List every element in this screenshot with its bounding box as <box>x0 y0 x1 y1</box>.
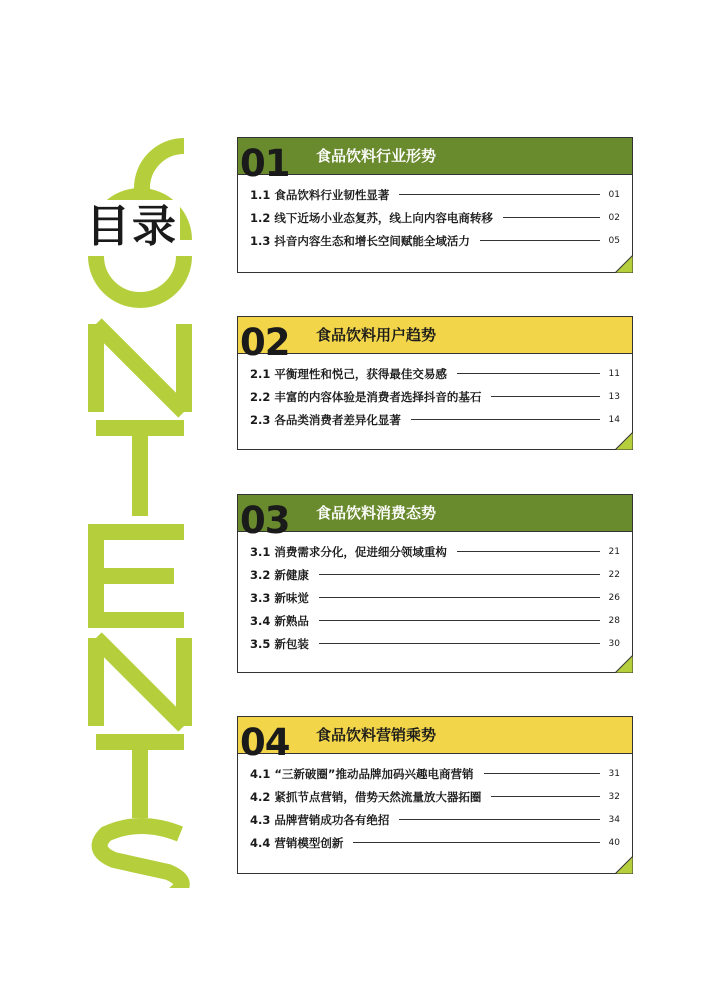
toc-section-03 <box>237 494 633 673</box>
leader-line <box>480 240 600 241</box>
section-title: 食品饮料用户趋势 <box>316 326 437 344</box>
toc-item-page: 05 <box>608 235 620 246</box>
toc-item[interactable] <box>250 408 620 431</box>
leader-line <box>503 217 600 218</box>
section-title: 食品饮料行业形势 <box>316 147 437 165</box>
toc-item-label: 1.3 抖音内容生态和增长空间赋能全域活力 <box>250 233 470 248</box>
toc-item[interactable] <box>250 563 620 586</box>
toc-item[interactable] <box>250 808 620 831</box>
toc-item-label: 1.2 线下近场小业态复苏，线上向内容电商转移 <box>250 210 493 225</box>
toc-item-page: 32 <box>608 791 620 802</box>
leader-line <box>399 194 600 195</box>
deco-letter-e <box>96 532 184 620</box>
toc-item-label: 1.1 食品饮料行业韧性显著 <box>250 187 390 202</box>
section-title: 食品饮料消费态势 <box>316 504 437 522</box>
leader-line <box>319 597 600 598</box>
toc-item-label: 3.1 消费需求分化，促进细分领域重构 <box>250 544 447 559</box>
toc-item-page: 30 <box>608 638 620 649</box>
toc-item[interactable] <box>250 609 620 632</box>
toc-item[interactable] <box>250 540 620 563</box>
toc-item-label: 4.2 紧抓节点营销，借势天然流量放大器拓圈 <box>250 789 482 804</box>
toc-item[interactable] <box>250 362 620 385</box>
section-header <box>238 317 632 364</box>
leader-line <box>319 643 600 644</box>
toc-item[interactable] <box>250 831 620 854</box>
toc-item-page: 01 <box>608 189 620 200</box>
toc-item-page: 40 <box>608 837 620 848</box>
deco-letter-n <box>96 324 184 412</box>
toc-item[interactable] <box>250 762 620 785</box>
toc-item-label: 2.1 平衡理性和悦己，获得最佳交易感 <box>250 366 447 381</box>
toc-section-01 <box>237 137 633 273</box>
toc-item[interactable] <box>250 206 620 229</box>
toc-item-page: 21 <box>608 546 620 557</box>
toc-item-page: 34 <box>608 814 620 825</box>
toc-item-page: 22 <box>608 569 620 580</box>
toc-item[interactable] <box>250 385 620 408</box>
leader-line <box>491 396 600 397</box>
page-fold-icon <box>615 655 633 673</box>
toc-item[interactable] <box>250 183 620 206</box>
toc-item-label: 4.1 “三新破圈”推动品牌加码兴趣电商营销 <box>250 766 474 781</box>
leader-line <box>411 419 600 420</box>
page-fold-icon <box>615 856 633 874</box>
leader-line <box>319 574 600 575</box>
section-header <box>238 138 632 185</box>
section-number: 01 <box>240 142 290 185</box>
page-fold-icon <box>615 432 633 450</box>
toc-item-page: 13 <box>608 391 620 402</box>
toc-item[interactable] <box>250 586 620 609</box>
section-header <box>238 495 632 542</box>
toc-item-page: 31 <box>608 768 620 779</box>
toc-section-02 <box>237 316 633 450</box>
toc-item[interactable] <box>250 229 620 252</box>
leader-line <box>399 819 600 820</box>
leader-line <box>319 620 600 621</box>
page-title: 目录 <box>86 201 178 252</box>
section-title: 食品饮料营销乘势 <box>316 726 437 744</box>
toc-item-label: 3.5 新包装 <box>250 636 309 651</box>
section-number: 03 <box>240 499 290 542</box>
toc-item-label: 3.2 新健康 <box>250 567 309 582</box>
toc-item-page: 14 <box>608 414 620 425</box>
toc-item-page: 11 <box>608 368 620 379</box>
toc-section-04 <box>237 716 633 874</box>
toc-item-page: 26 <box>608 592 620 603</box>
toc-item[interactable] <box>250 785 620 808</box>
section-header <box>238 717 632 764</box>
toc-item-label: 4.4 营销模型创新 <box>250 835 344 850</box>
deco-letter-t2 <box>96 742 184 818</box>
page-fold-icon <box>615 255 633 273</box>
toc-item-label: 3.4 新熟品 <box>250 613 309 628</box>
section-number: 02 <box>240 321 290 364</box>
deco-letter-n2 <box>96 638 184 726</box>
deco-letter-s <box>100 826 182 888</box>
toc-item-label: 2.3 各品类消费者差异化显著 <box>250 412 401 427</box>
toc-item-label: 2.2 丰富的内容体验是消费者选择抖音的基石 <box>250 389 482 404</box>
toc-item-label: 4.3 品牌营销成功各有绝招 <box>250 812 390 827</box>
leader-line <box>491 796 600 797</box>
toc-item-label: 3.3 新味觉 <box>250 590 309 605</box>
toc-item[interactable] <box>250 632 620 655</box>
section-number: 04 <box>240 721 290 764</box>
leader-line <box>457 551 600 552</box>
toc-item-page: 02 <box>608 212 620 223</box>
leader-line <box>353 842 600 843</box>
leader-line <box>457 373 600 374</box>
leader-line <box>484 773 601 774</box>
deco-letter-t <box>96 428 184 516</box>
toc-item-page: 28 <box>608 615 620 626</box>
